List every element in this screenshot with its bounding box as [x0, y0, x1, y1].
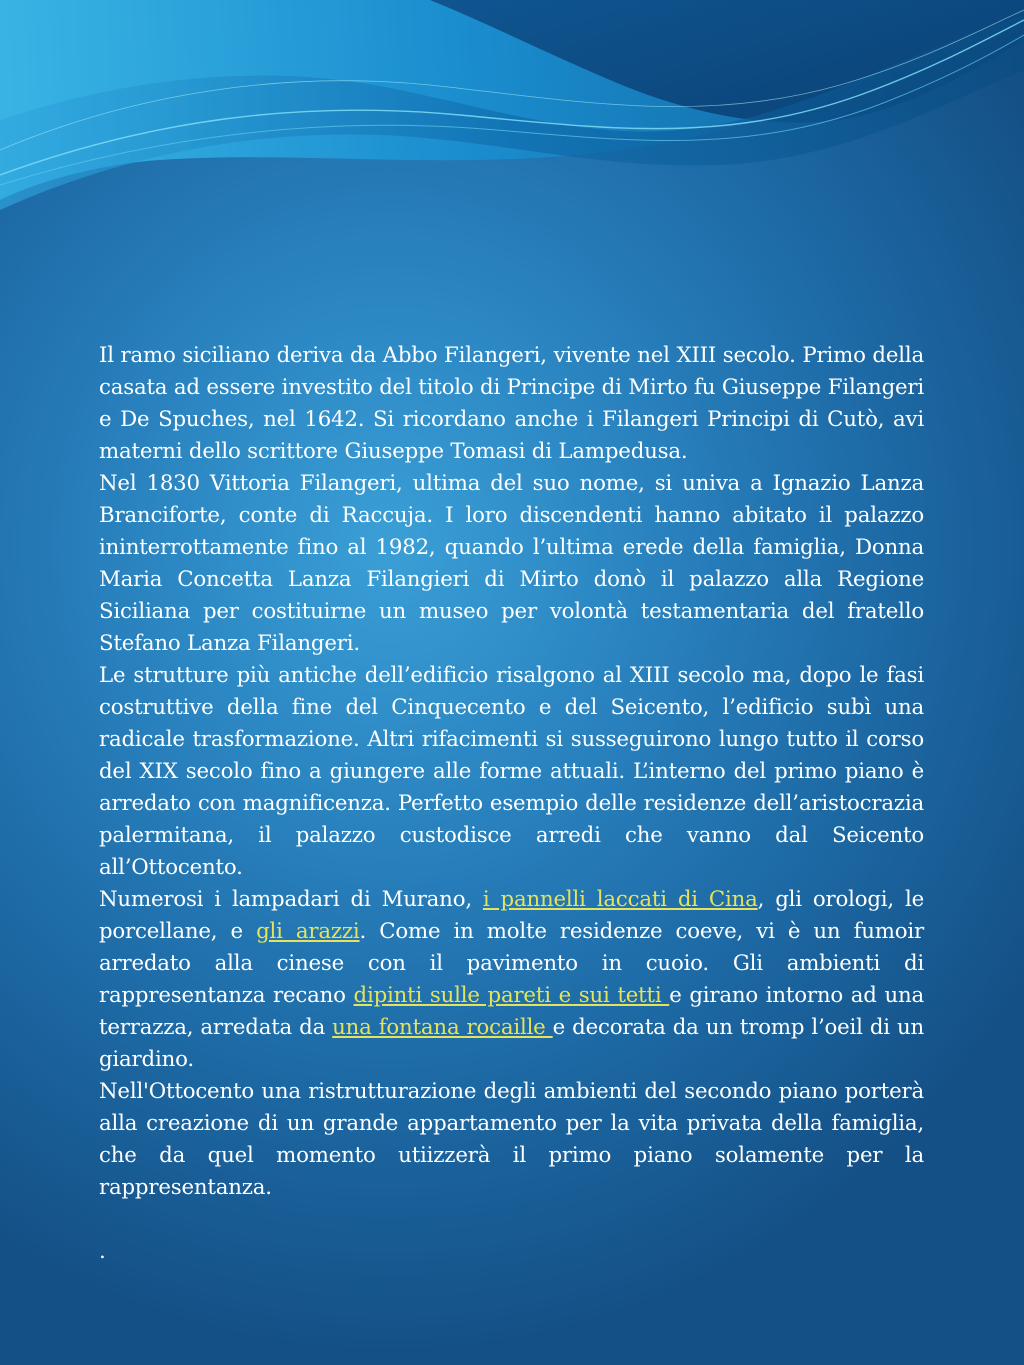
link-dipinti[interactable]: dipinti sulle pareti e sui tetti — [353, 983, 670, 1008]
paragraph-5: Nell'Ottocento una ristrutturazione degli ambienti del secondo piano porterà alla creazione di un grande appartamento per la vita privata della famiglia, che da quel momento utiizzerà il primo piano solamente per la rappresentanza. — [99, 1079, 924, 1200]
paragraph-4-text-4: e girano intorno ad una terrazza, arredata da — [99, 983, 925, 1040]
link-pannelli-laccati[interactable]: i pannelli laccati di Cina — [482, 887, 758, 912]
paragraph-4-text-1: Numerosi i lampadari di Murano, — [99, 887, 483, 912]
trailing-dot: . — [99, 1239, 106, 1264]
main-text-block — [99, 340, 924, 1268]
paragraph-4-text-3: . Come in molte residenze coeve, vi è un fumoir arredato alla cinese con il pavimento in cuoio. Gli ambienti di rappresentanza recano — [99, 919, 924, 1008]
paragraph-4 — [99, 884, 924, 1076]
wave-header-decoration — [0, 0, 1024, 240]
paragraph-4-text-5: e decorata da un tromp l’oeil di un giardino. — [99, 1015, 924, 1072]
paragraph-1: Il ramo siciliano deriva da Abbo Filangeri, vivente nel XIII secolo. Primo della casata ad essere investito del titolo di Principe di Mirto fu Giuseppe Filangeri e De Spuches, nel 1642. Si ricordano anche i Filangeri Principi di Cutò, avi materni dello scrittore Giuseppe Tomasi di Lampedusa. — [99, 343, 924, 464]
link-fontana-rocaille[interactable]: una fontana rocaille — [332, 1015, 553, 1040]
paragraph-4-text-2: , gli orologi, le porcellane, e — [99, 887, 924, 944]
paragraph-3: Le strutture più antiche dell’edificio risalgono al XIII secolo ma, dopo le fasi costruttive della fine del Cinquecento e del Seicento, l’edificio subì una radicale trasformazione. Altri rifacimenti si susseguirono lungo tutto il corso del XIX secolo fino a giungere alle forme attuali. L’interno del primo piano è arredato con magnificenza. Perfetto esempio delle residenze dell’aristocrazia palermitana, il palazzo custodisce arredi che vanno dal Seicento all’Ottocento. — [99, 663, 924, 880]
paragraph-2: Nel 1830 Vittoria Filangeri, ultima del suo nome, si univa a Ignazio Lanza Branciforte, conte di Raccuja. I loro discendenti hanno abitato il palazzo ininterrottamente fino al 1982, quando l’ultima erede della famiglia, Donna Maria Concetta Lanza Filangieri di Mirto donò il palazzo alla Regione Siciliana per costituirne un museo per volontà testamentaria del fratello Stefano Lanza Filangeri. — [99, 471, 924, 656]
link-arazzi[interactable]: gli arazzi — [256, 919, 360, 944]
